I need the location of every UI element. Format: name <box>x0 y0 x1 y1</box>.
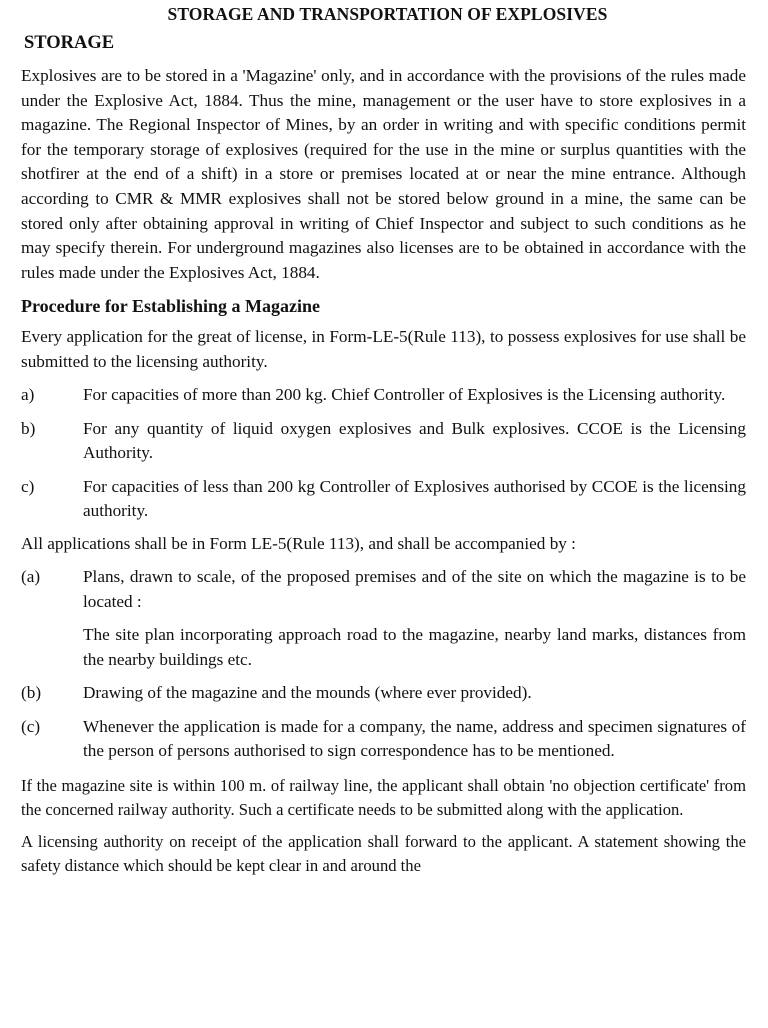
list-marker: c) <box>21 476 35 496</box>
list-text: Plans, drawn to scale, of the proposed premises and of the site on which the magazine is to be located : <box>83 567 746 611</box>
list-text: Drawing of the magazine and the mounds (where ever provided). <box>83 683 532 703</box>
document-page <box>0 4 768 1028</box>
list-marker: (a) <box>21 567 41 587</box>
list-text: Whenever the application is made for a company, the name, address and specimen signatures of the person of persons authorised to sign correspondence has to be mentioned. <box>83 716 746 761</box>
list-text: For capacities of less than 200 kg Controller of Explosives authorised by CCOE is the licensing authority. <box>83 476 746 521</box>
applications-intro: All applications shall be in Form LE-5(Rule 113), and shall be accompanied by : <box>21 533 576 553</box>
list-text: For any quantity of liquid oxygen explosives and Bulk explosives. CCOE is the Licensing Authority. <box>83 418 746 463</box>
storage-paragraph: Explosives are to be stored in a 'Magazine' only, and in accordance with the provisions of the rules made under the Explosive Act, 1884. Thus the mine, management or the user have to store explosives in a magazine. The Regional Inspector of Mines, by an order in writing and with specific conditions permit for the temporary storage of explosives (required for the use in the mine or surplus quantities with the shotfirer at the end of a shift) in a store or premises located at or near the mine entrance. Although according to CMR & MMR explosives shall not be stored below ground in a mine, the same can be stored only after obtaining approval in writing of Chief Inspector and subject to such conditions as he may specify therein. For underground magazines also licenses are to be obtained in accordance with the rules made under the Explosives Act, 1884. <box>21 66 746 282</box>
list-marker: b) <box>21 418 36 438</box>
list-subparagraph: The site plan incorporating approach road to the magazine, nearby land marks, distances from the nearby buildings etc. <box>83 625 746 669</box>
list-item <box>21 417 746 466</box>
list-item <box>21 475 746 524</box>
list-marker: a) <box>21 385 35 405</box>
page-title: STORAGE AND TRANSPORTATION OF EXPLOSIVES <box>167 4 608 24</box>
list-item <box>21 383 746 408</box>
list-marker: (c) <box>21 716 41 736</box>
procedure-heading: Procedure for Establishing a Magazine <box>21 296 320 317</box>
procedure-intro: Every application for the great of license, in Form-LE-5(Rule 113), to possess explosives for use shall be submitted to the licensing authority. <box>21 327 746 371</box>
list-item <box>21 681 746 706</box>
list-item <box>21 715 746 764</box>
list-text: For capacities of more than 200 kg. Chief Controller of Explosives is the Licensing authority. <box>83 385 726 405</box>
application-list <box>21 565 746 764</box>
list-marker: (b) <box>21 683 42 703</box>
closing-paragraph: A licensing authority on receipt of the application shall forward to the applicant. A statement showing the safety distance which should be kept clear in and around the <box>21 831 746 875</box>
railway-paragraph: If the magazine site is within 100 m. of railway line, the applicant shall obtain 'no objection certificate' from the concerned railway authority. Such a certificate needs to be submitted along with the application. <box>21 775 746 819</box>
list-item <box>21 565 746 614</box>
storage-heading: STORAGE <box>24 33 115 53</box>
authority-list <box>21 383 746 524</box>
